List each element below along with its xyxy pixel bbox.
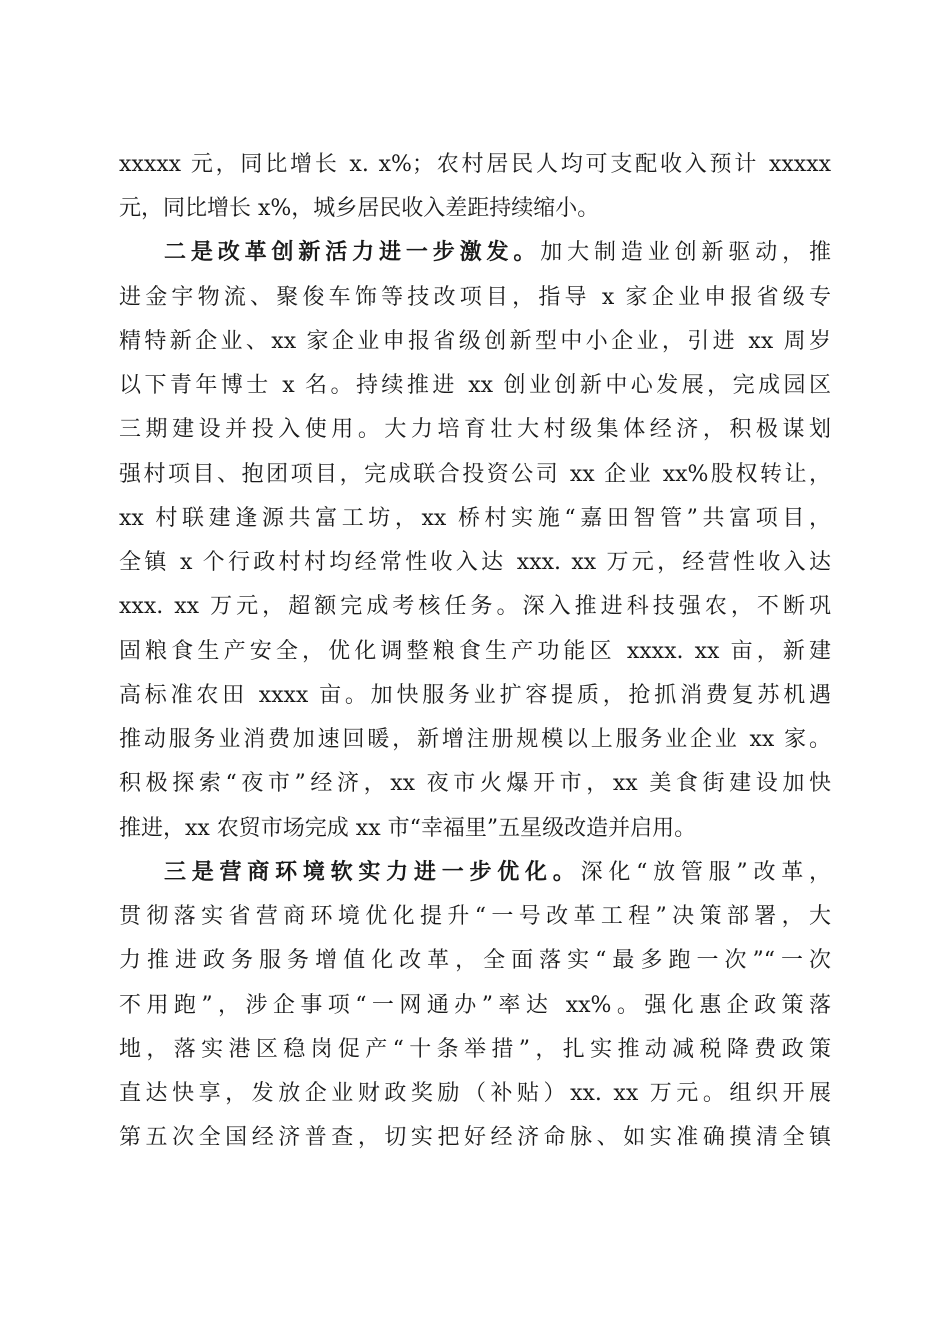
paragraph-2-line-2: 进金宇物流、聚俊车饰等技改项目，指导 x 家企业申报省级专	[119, 285, 831, 310]
paragraph-3-line-5: 地，落实港区稳岗促产“十条举措”，扎实推动减税降费政策	[119, 1037, 831, 1062]
paragraph-3-line-3: 力推进政务服务增值化改革，全面落实“最多跑一次”“一次	[119, 948, 831, 973]
paragraph-1-line-1: xxxxx 元，同比增长 x. x%；农村居民人均可支配收入预计 xxxxx	[119, 152, 831, 177]
paragraph-3-lead: 三是营商环境软实力进一步优化。	[164, 860, 581, 885]
paragraph-3-line-1	[164, 853, 831, 893]
paragraph-2-line-4: 以下青年博士 x 名。持续推进 xx 创业创新中心发展，完成园区	[119, 373, 831, 398]
paragraph-1-line-2: 元，同比增长 x%，城乡居民收入差距持续缩小。	[119, 196, 600, 221]
paragraph-2-line-1	[164, 233, 831, 273]
paragraph-2-lead: 二是改革创新活力进一步激发。	[164, 240, 541, 265]
paragraph-2-line-7: xx 村联建逢源共富工坊，xx 桥村实施“嘉田智管”共富项目，	[119, 506, 831, 531]
paragraph-2-line-3: 精特新企业、xx 家企业申报省级创新型中小企业，引进 xx 周岁	[119, 329, 831, 354]
paragraph-3-line-7: 第五次全国经济普查，切实把好经济命脉、如实准确摸清全镇	[119, 1125, 831, 1150]
paragraph-3-line-6: 直达快享，发放企业财政奖励（补贴）xx. xx 万元。组织开展	[119, 1081, 831, 1106]
paragraph-3-line-4: 不用跑”，涉企事项“一网通办”率达 xx%。强化惠企政策落	[119, 993, 831, 1018]
paragraph-2-first-line-rest: 加大制造业创新驱动，推	[540, 240, 831, 265]
paragraph-3-line-2: 贯彻落实省营商环境优化提升“一号改革工程”决策部署，大	[119, 904, 831, 929]
paragraph-2-line-12: 推动服务业消费加速回暖，新增注册规模以上服务业企业 xx 家。	[119, 727, 831, 752]
paragraph-2-line-9: xxx. xx 万元，超额完成考核任务。深入推进科技强农，不断巩	[119, 594, 831, 619]
paragraph-2-line-13: 积极探索“夜市”经济，xx 夜市火爆开市，xx 美食街建设加快	[119, 771, 831, 796]
paragraph-2-line-8: 全镇 x 个行政村村均经常性收入达 xxx. xx 万元，经营性收入达	[119, 550, 831, 575]
paragraph-2-line-11: 高标准农田 xxxx 亩。加快服务业扩容提质，抢抓消费复苏机遇	[119, 683, 831, 708]
paragraph-2-line-14: 推进，xx 农贸市场完成 xx 市“幸福里”五星级改造并启用。	[119, 816, 697, 841]
paragraph-2-line-6: 强村项目、抱团项目，完成联合投资公司 xx 企业 xx%股权转让，	[119, 462, 831, 487]
paragraph-2-line-5: 三期建设并投入使用。大力培育壮大村级集体经济，积极谋划	[119, 417, 831, 442]
paragraph-2-line-10: 固粮食生产安全，优化调整粮食生产功能区 xxxx. xx 亩，新建	[119, 639, 831, 664]
paragraph-3-first-line-rest: 深化“放管服”改革，	[580, 860, 831, 885]
